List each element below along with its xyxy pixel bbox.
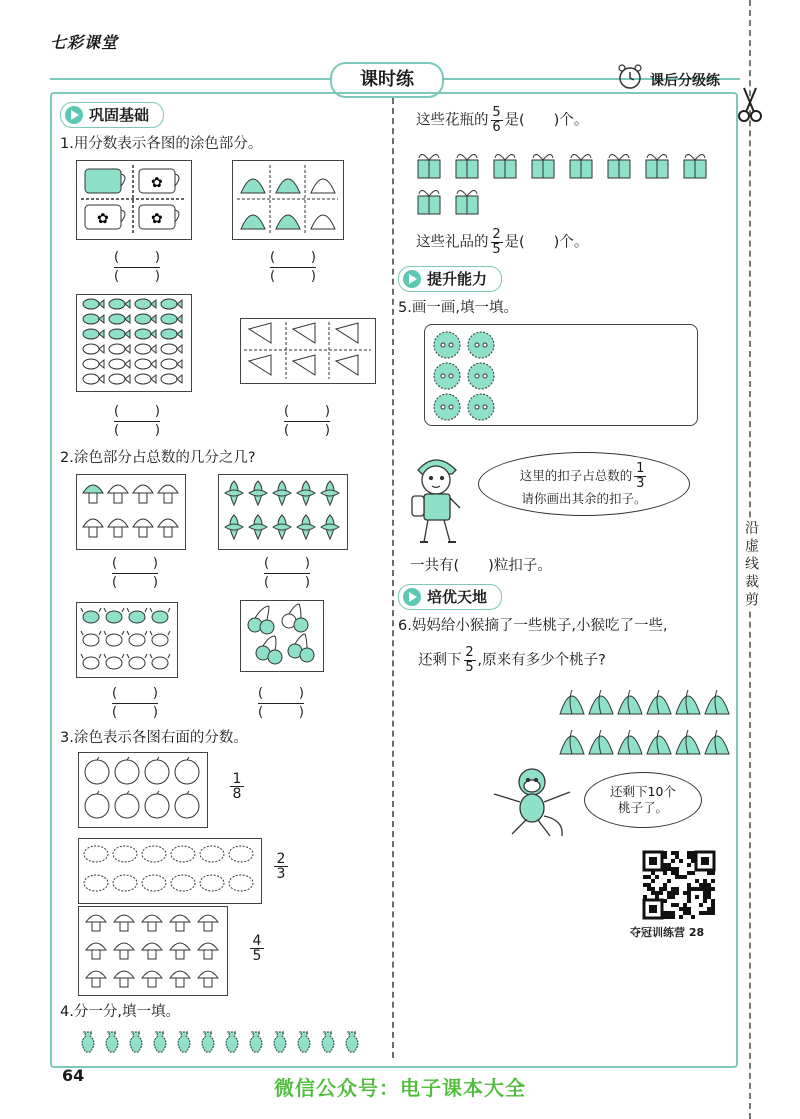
picture-item (86, 971, 106, 987)
cut-instruction: 沿虚线裁剪 (743, 520, 759, 610)
q4-text: 4.分一分,填一填。 (60, 1004, 180, 1020)
play-icon (65, 106, 83, 124)
button-item (434, 363, 460, 389)
q1-answer-blank-2[interactable]: ( ) ( ) (270, 250, 316, 284)
q4-gifts (414, 146, 724, 216)
q1-figure-fish (76, 294, 192, 392)
q2-figure-leaves (218, 474, 348, 550)
gift (494, 154, 516, 178)
q2-text: 2.涂色部分占总数的几分之几? (60, 450, 256, 466)
gift (456, 190, 478, 214)
picture-item (127, 608, 147, 623)
picture-item (83, 314, 104, 324)
peach (589, 690, 613, 714)
button-item (434, 332, 460, 358)
q2-answer-blank-3[interactable]: ( ) ( ) (112, 686, 158, 720)
picture-item (113, 875, 137, 891)
section-improve (398, 266, 502, 292)
button-item (468, 394, 494, 420)
picture-item (158, 519, 178, 537)
picture-item (225, 481, 243, 505)
picture-item (113, 846, 137, 862)
page-title: 课时练 (330, 62, 444, 98)
picture-item (297, 481, 315, 505)
picture-item (145, 757, 169, 784)
vase (82, 1032, 94, 1052)
picture-item (133, 519, 153, 537)
picture-item (84, 846, 108, 862)
picture-item (85, 757, 109, 784)
picture-item (109, 344, 130, 354)
vase (346, 1032, 358, 1052)
svg-text:✿: ✿ (151, 211, 163, 227)
alarm-clock-icon (616, 63, 644, 91)
q3-text: 3.涂色表示各图右面的分数。 (60, 730, 248, 746)
picture-item (170, 971, 190, 987)
q2-answer-blank-1[interactable]: ( ) ( ) (112, 556, 158, 590)
picture-item (170, 915, 190, 931)
q1-answer-blank-3[interactable]: ( ) ( ) (114, 404, 160, 438)
picture-item (83, 519, 103, 537)
q3-figure-lemons[interactable] (78, 838, 262, 904)
q6-text-line2: 还剩下 $\frac{2}{5}$ ,原来有多少个桃子? (418, 645, 606, 675)
peach (589, 730, 613, 754)
qr-label: 夺冠训练营 28 (630, 926, 705, 939)
picture-item (175, 757, 199, 784)
q5-drawing-area[interactable] (424, 324, 698, 426)
play-icon (403, 270, 421, 288)
picture-item (161, 299, 182, 309)
picture-item (109, 314, 130, 324)
picture-item (127, 654, 147, 669)
q4-vases (78, 1026, 368, 1054)
picture-item (86, 943, 106, 959)
gift (418, 154, 440, 178)
picture-item (198, 915, 218, 931)
vase (298, 1032, 310, 1052)
picture-item (109, 359, 130, 369)
picture-item (114, 971, 134, 987)
vase (250, 1032, 262, 1052)
picture-item (81, 631, 101, 646)
picture-item (85, 791, 109, 818)
gift (646, 154, 668, 178)
picture-item (135, 314, 156, 324)
picture-item (297, 515, 315, 539)
picture-item (83, 344, 104, 354)
button-item (468, 363, 494, 389)
picture-item (108, 519, 128, 537)
q1-figure-horns (240, 318, 376, 384)
section-basic-label: 巩固基础 (89, 106, 150, 124)
picture-item (229, 875, 253, 891)
q6-speech-bubble: 还剩下10个 桃子了。 (584, 772, 702, 828)
picture-item (150, 608, 170, 623)
picture-item (81, 654, 101, 669)
picture-item (158, 485, 178, 503)
monkey-illustration (484, 764, 580, 840)
q5-answer[interactable]: 一共有( )粒扣子。 (410, 558, 552, 574)
picture-item (161, 344, 182, 354)
picture-item (135, 299, 156, 309)
picture-item (104, 654, 124, 669)
picture-item (142, 875, 166, 891)
gift (456, 154, 478, 178)
q3-fraction-1: 1 8 (230, 772, 244, 801)
picture-item (198, 943, 218, 959)
vase (154, 1032, 166, 1052)
picture-item (161, 314, 182, 324)
qr-code[interactable] (642, 850, 716, 920)
q1-answer-blank-1[interactable]: ( ) ( ) (114, 250, 160, 284)
q6-peaches (556, 682, 732, 762)
picture-item (273, 481, 291, 505)
picture-item (170, 943, 190, 959)
boy-illustration (398, 448, 474, 548)
scissors-icon (736, 84, 764, 124)
peach (705, 730, 729, 754)
picture-item (142, 943, 162, 959)
picture-item (127, 631, 147, 646)
vase (130, 1032, 142, 1052)
q4-vase-question: 这些花瓶的 $\frac{5}{6}$ 是( )个。 (416, 105, 589, 135)
q6-text-line1: 6.妈妈给小猴摘了一些桃子,小猴吃了一些, (398, 618, 668, 634)
gift (532, 154, 554, 178)
peach (618, 690, 642, 714)
q5-text: 5.画一画,填一填。 (398, 300, 518, 316)
picture-item (321, 481, 339, 505)
section-advanced (398, 584, 502, 610)
picture-item (115, 757, 139, 784)
picture-item (109, 299, 130, 309)
play-icon (403, 588, 421, 606)
vase (202, 1032, 214, 1052)
picture-item (200, 875, 224, 891)
picture-item (142, 971, 162, 987)
gift (418, 190, 440, 214)
picture-item (321, 515, 339, 539)
picture-item (109, 329, 130, 339)
q1-figure-peaches (232, 160, 344, 240)
picture-item (115, 791, 139, 818)
q3-fraction-3: 4 5 (250, 934, 264, 963)
q2-figure-crabs (76, 602, 178, 678)
picture-item (150, 654, 170, 669)
picture-item (150, 631, 170, 646)
picture-item (83, 359, 104, 369)
picture-item (198, 971, 218, 987)
picture-item (83, 329, 104, 339)
picture-item (81, 608, 101, 623)
peach (676, 690, 700, 714)
picture-item (171, 846, 195, 862)
picture-item (142, 915, 162, 931)
picture-item (83, 299, 104, 309)
vase (274, 1032, 286, 1052)
q3-figure-apples[interactable] (78, 752, 208, 828)
peach (676, 730, 700, 754)
q2-figure-mushrooms (76, 474, 186, 550)
picture-item (145, 791, 169, 818)
peach (647, 690, 671, 714)
picture-item (200, 846, 224, 862)
section-basic (60, 102, 164, 128)
picture-item (249, 481, 267, 505)
column-divider (392, 98, 394, 1058)
peach (705, 690, 729, 714)
picture-item (104, 631, 124, 646)
picture-item (175, 791, 199, 818)
picture-item (249, 515, 267, 539)
brand-logo: 七彩课堂 (50, 33, 119, 52)
button-item (434, 394, 460, 420)
svg-text:✿: ✿ (151, 175, 163, 191)
picture-item (161, 359, 182, 369)
section-advanced-label: 培优天地 (427, 588, 488, 606)
page-number: 64 (62, 1066, 85, 1085)
q2-answer-blank-2[interactable]: ( ) ( ) (264, 556, 310, 590)
peach (647, 730, 671, 754)
picture-item (135, 329, 156, 339)
q3-figure-mushrooms[interactable] (78, 906, 228, 996)
q1-figure-cups (76, 160, 192, 240)
picture-item (109, 374, 130, 384)
picture-item (229, 846, 253, 862)
picture-item (135, 359, 156, 369)
picture-item (84, 875, 108, 891)
picture-item (104, 608, 124, 623)
gift (570, 154, 592, 178)
picture-item (114, 943, 134, 959)
q1-text: 1.用分数表示各图的涂色部分。 (60, 136, 263, 152)
picture-item (114, 915, 134, 931)
picture-item (83, 485, 103, 503)
picture-item (86, 915, 106, 931)
picture-item (133, 485, 153, 503)
gift (608, 154, 630, 178)
header-right-label: 课后分级练 (650, 73, 720, 89)
q1-answer-blank-4[interactable]: ( ) ( ) (284, 404, 330, 438)
picture-item (135, 374, 156, 384)
picture-item (108, 485, 128, 503)
q5-speech-bubble: 这里的扣子占总数的 $\frac{1}{3}$ 请你画出其余的扣子。 (478, 452, 690, 516)
picture-item (142, 846, 166, 862)
button-item (468, 332, 494, 358)
picture-item (171, 875, 195, 891)
q2-figure-cherries (240, 600, 324, 672)
peach (560, 690, 584, 714)
picture-item (273, 515, 291, 539)
vase (226, 1032, 238, 1052)
q4-gift-question: 这些礼品的 $\frac{2}{5}$ 是( )个。 (416, 227, 589, 257)
svg-text:✿: ✿ (97, 211, 109, 227)
peach (618, 730, 642, 754)
footer-wechat: 微信公众号：电子课本大全 (274, 1076, 526, 1100)
picture-item (225, 515, 243, 539)
peach (560, 730, 584, 754)
picture-item (135, 344, 156, 354)
vase (178, 1032, 190, 1052)
picture-item (161, 329, 182, 339)
vase (106, 1032, 118, 1052)
picture-item (161, 374, 182, 384)
gift (684, 154, 706, 178)
q2-answer-blank-4[interactable]: ( ) ( ) (258, 686, 304, 720)
picture-item (83, 374, 104, 384)
q3-fraction-2: 2 3 (274, 852, 288, 881)
vase (322, 1032, 334, 1052)
section-improve-label: 提升能力 (427, 270, 488, 288)
